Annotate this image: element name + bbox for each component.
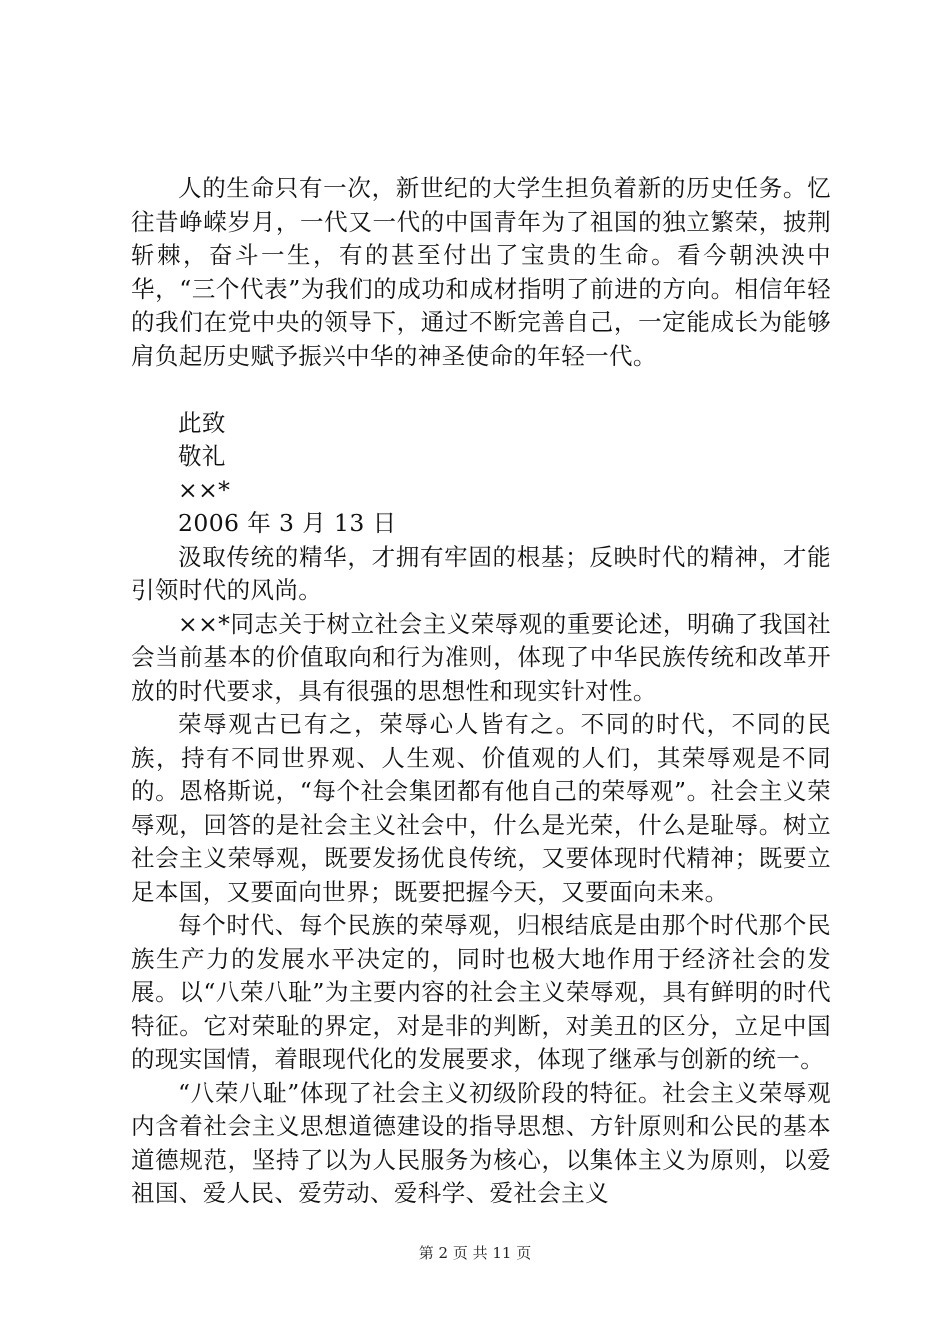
paragraph-3: ××*同志关于树立社会主义荣辱观的重要论述，明确了我国社会当前基本的价值取向和行为准则，体现了中华民族传统和改革开放的时代要求，具有很强的思想性和现实针对性。 bbox=[131, 609, 831, 705]
salutation-jingli: 敬礼 bbox=[178, 442, 226, 470]
page-footer: 第 2 页 共 11 页 bbox=[418, 1244, 532, 1262]
paragraph-4: 荣辱观古已有之，荣辱心人皆有之。不同的时代，不同的民族，持有不同世界观、人生观、价值观的人们，其荣辱观是不同的。恩格斯说，“每个社会集团都有他自己的荣辱观”。社会主义荣辱观，回答的是社会主义社会中，什么是光荣，什么是耻辱。树立社会主义荣辱观，既要发扬优良传统，又要体现时代精神；既要立足本国，又要面向世界；既要把握今天，又要面向未来。 bbox=[131, 710, 831, 906]
paragraph-gap bbox=[131, 373, 831, 407]
paragraph-6: “八荣八耻”体现了社会主义初级阶段的特征。社会主义荣辱观内含着社会主义思想道德建设的指导思想、方针原则和公民的基本道德规范，坚持了以为人民服务为核心，以集体主义为原则，以爱祖国、爱人民、爱劳动、爱科学、爱社会主义 bbox=[131, 1078, 831, 1207]
paragraph-2: 汲取传统的精华，才拥有牢固的根基；反映时代的精神，才能引领时代的风尚。 bbox=[131, 542, 831, 604]
signature: ××* bbox=[178, 475, 231, 504]
paragraph-1: 人的生命只有一次，新世纪的大学生担负着新的历史任务。忆往昔峥嵘岁月，一代又一代的中国青年为了祖国的独立繁荣，披荆斩棘，奋斗一生，有的甚至付出了宝贵的生命。看今朝泱泱中华，“三个代表”为我们的成功和成材指明了前进的方向。相信年轻的我们在党中央的领导下，通过不断完善自己，一定能成长为能够肩负起历史赋予振兴中华的神圣使命的年轻一代。 bbox=[131, 174, 831, 370]
letter-date: 2006 年 3 月 13 日 bbox=[178, 509, 397, 537]
paragraph-5: 每个时代、每个民族的荣辱观，归根结底是由那个时代那个民族生产力的发展水平决定的，同时也极大地作用于经济社会的发展。以“八荣八耻”为主要内容的社会主义荣辱观，具有鲜明的时代特征。它对荣耻的界定，对是非的判断，对美丑的区分，立足中国的现实国情，着眼现代化的发展要求，体现了继承与创新的统一。 bbox=[131, 911, 831, 1073]
salutation-cizhi: 此致 bbox=[178, 408, 226, 437]
document-body bbox=[131, 172, 831, 1211]
